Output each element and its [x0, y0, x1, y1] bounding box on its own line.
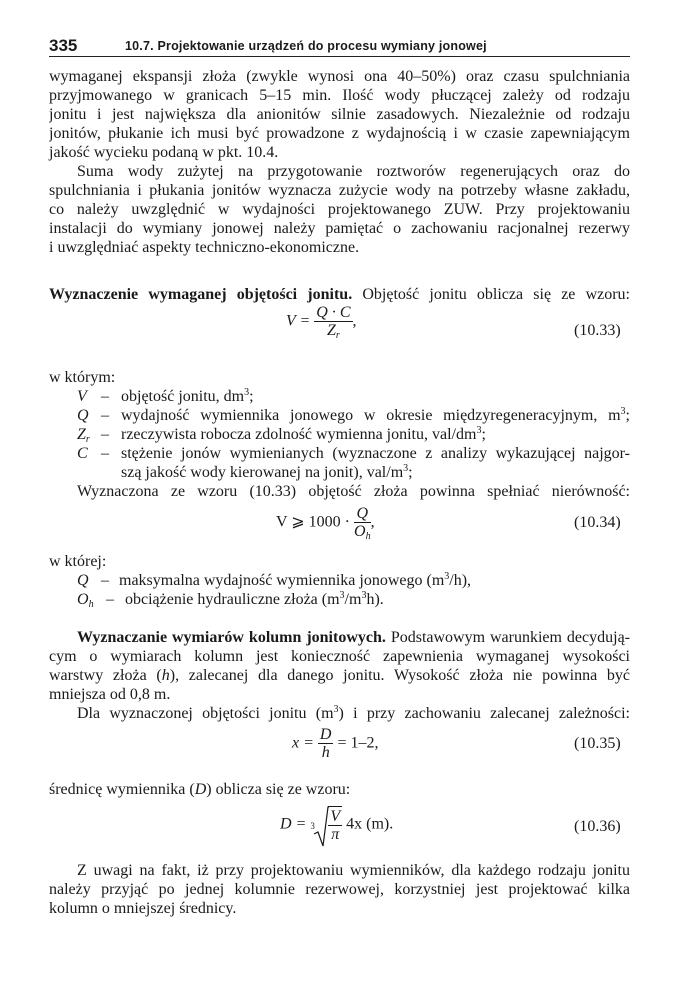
- section-heading-line: [77, 628, 630, 647]
- section-heading: Wyznaczenie wymaganej objętości jonitu.: [49, 286, 353, 303]
- equation-number: (10.36): [574, 818, 621, 835]
- dash: –: [101, 388, 109, 405]
- equation-10-35: [292, 726, 379, 762]
- text: warstwy złoża (: [49, 667, 162, 684]
- eq-denominator: Z: [326, 322, 336, 339]
- root-index: 3: [310, 821, 315, 831]
- subscript: h: [88, 599, 94, 610]
- text: średnicę wymiennika (: [49, 781, 195, 798]
- dash: –: [101, 407, 109, 424]
- text-line: [49, 666, 630, 685]
- equation-10-36: [280, 806, 393, 844]
- variable: D: [194, 781, 207, 798]
- symbol: Q: [77, 572, 89, 589]
- eq-numerator: Q · C: [316, 304, 351, 321]
- eq-numerator: D: [319, 726, 332, 743]
- symbol: Q: [77, 407, 89, 424]
- eq-denominator: π: [331, 826, 340, 843]
- subscript: h: [365, 531, 371, 542]
- running-title: 10.7. Projektowanie urządzeń do procesu wymiany jonowej: [125, 39, 487, 53]
- text: obciążenie hydrauliczne złoża (m: [125, 591, 340, 608]
- text: ,: [370, 513, 375, 531]
- eq-denominator: O: [354, 523, 366, 540]
- symbol: C: [77, 445, 88, 462]
- dash: –: [101, 572, 109, 589]
- text: szą jakość wody kierowanej na jonit), val/m: [121, 464, 404, 481]
- text: ;: [249, 388, 254, 405]
- equation-10-33: [286, 304, 357, 340]
- superscript: 3: [403, 463, 409, 474]
- equation-number: (10.35): [574, 735, 621, 752]
- text-line: cym o wymiarach kolumn jest konieczność zapewnienia wymaganej wysokości: [49, 648, 630, 665]
- text: maksymalna wydajność wymiennika jonowego (m: [119, 572, 445, 589]
- subscript: r: [335, 330, 340, 341]
- eq-numerator: V: [330, 808, 341, 825]
- text-line: w którym:: [49, 369, 116, 386]
- text-line: [49, 780, 630, 799]
- page-number: 335: [49, 36, 78, 55]
- radical-sign-icon: [313, 806, 329, 848]
- eq-lhs: V =: [286, 312, 311, 330]
- text: objętość jonitu, dm: [121, 388, 245, 405]
- text: ) i przy zachowaniu zalecanej zależności:: [338, 705, 630, 722]
- text-line: jonitów, płukanie ich musi być prowadzone z wydajnością i w czasie zapewniającym: [49, 125, 630, 142]
- text-line: przyjmowanego w granicach 5–15 min. Ilość wody płuczącej zależy od rodzaju: [49, 87, 630, 104]
- text-line: mniejsza od 0,8 m.: [49, 686, 171, 703]
- symbol: O: [77, 591, 89, 608]
- text-line: kolumn o mniejszej średnicy.: [49, 900, 237, 917]
- section-heading: Wyznaczanie wymiarów kolumn jonitowych.: [77, 629, 386, 646]
- superscript: 3: [361, 590, 367, 601]
- text-line: i uwzględniać aspekty techniczno-ekonomiczne.: [49, 239, 360, 256]
- text: h).: [366, 591, 384, 608]
- superscript: 3: [476, 425, 482, 436]
- text-line: co należy uwzględnić w wydajności projektowanego ZUW. Przy projektowaniu: [49, 201, 630, 218]
- equation-10-34: [276, 505, 375, 541]
- subscript: r: [85, 434, 90, 445]
- text: 4x (m).: [346, 815, 394, 833]
- page-header: [49, 36, 487, 56]
- cube-root: [310, 806, 342, 844]
- text-line: Suma wody zużytej na przygotowanie roztworów regenerujących oraz do: [77, 163, 630, 180]
- superscript: 3: [333, 704, 339, 715]
- superscript: 3: [339, 590, 345, 601]
- text: Objętość jonitu oblicza się ze wzoru:: [352, 286, 630, 303]
- superscript: 3: [244, 387, 250, 398]
- text: Podstawowym warunkiem decydują-: [385, 629, 630, 646]
- text: Dla wyznaczonej objętości jonitu (m: [77, 705, 334, 722]
- text-line: w której:: [49, 553, 107, 570]
- superscript: 3: [620, 406, 626, 417]
- eq-denominator: h: [321, 744, 330, 761]
- section-heading-line: [49, 285, 630, 304]
- text-line: instalacji do wymiany jonowej należy pamiętać o zachowaniu racjonalnej rezerwy: [49, 220, 630, 237]
- text-line: wymaganej ekspansji złoża (zwykle wynosi ona 40–50%) oraz czasu spulchniania: [49, 68, 630, 85]
- text: /h),: [449, 572, 472, 589]
- text-line: Z uwagi na fakt, iż przy projektowaniu wymienników, dla każdego rodzaju jonitu: [77, 862, 630, 879]
- text: = 1–2,: [337, 734, 379, 752]
- text: ), zalecanej dla danego jonitu. Wysokość złoża nie powinna być: [169, 667, 630, 684]
- text-line: Wyznaczona ze wzoru (10.33) objętość złoża powinna spełniać nierówność:: [77, 483, 630, 500]
- superscript: 3: [444, 571, 450, 582]
- eq-numerator: Q: [354, 505, 371, 523]
- eq-lhs: D =: [280, 815, 307, 833]
- variable: h: [161, 667, 170, 684]
- eq-lhs: V ⩾ 1000 ·: [276, 513, 350, 531]
- text-line: spulchniania i płukania jonitów wyznacza zużycie wody na potrzeby własne zakładu,: [49, 182, 630, 199]
- text: ) oblicza się ze wzoru:: [206, 781, 351, 798]
- dash: –: [101, 426, 109, 443]
- symbol: Z: [77, 426, 86, 443]
- text: rzeczywista robocza zdolność wymienna jonitu, val/dm: [121, 426, 477, 443]
- dash: –: [101, 445, 109, 462]
- dash: –: [106, 591, 114, 608]
- text-line: należy przyjąć po jednej kolumnie rezerwowej, korzystniej jest projektować kilka: [49, 881, 630, 898]
- text: ;: [481, 426, 486, 443]
- text-line: jonitu i jest największa dla anionitów silnie zasadowych. Niezależnie od rodzaju: [49, 106, 630, 123]
- header-rule: [49, 56, 630, 57]
- text: ;: [625, 407, 630, 424]
- text: ;: [408, 464, 413, 481]
- text-line: [77, 704, 630, 723]
- text: ,: [352, 312, 357, 330]
- equation-number: (10.33): [574, 322, 621, 339]
- text: /m: [344, 591, 362, 608]
- equation-number: (10.34): [574, 514, 621, 531]
- eq-lhs: x =: [292, 734, 314, 752]
- text-line: jakość wycieku podaną w pkt. 10.4.: [49, 144, 279, 161]
- text: wydajność wymiennika jonowego w okresie międzyregeneracyjnym, m: [121, 407, 621, 424]
- text: stężenie jonów wymienianych (wyznaczone z analizy wykazującej najgor-: [121, 445, 630, 462]
- symbol: V: [77, 388, 87, 405]
